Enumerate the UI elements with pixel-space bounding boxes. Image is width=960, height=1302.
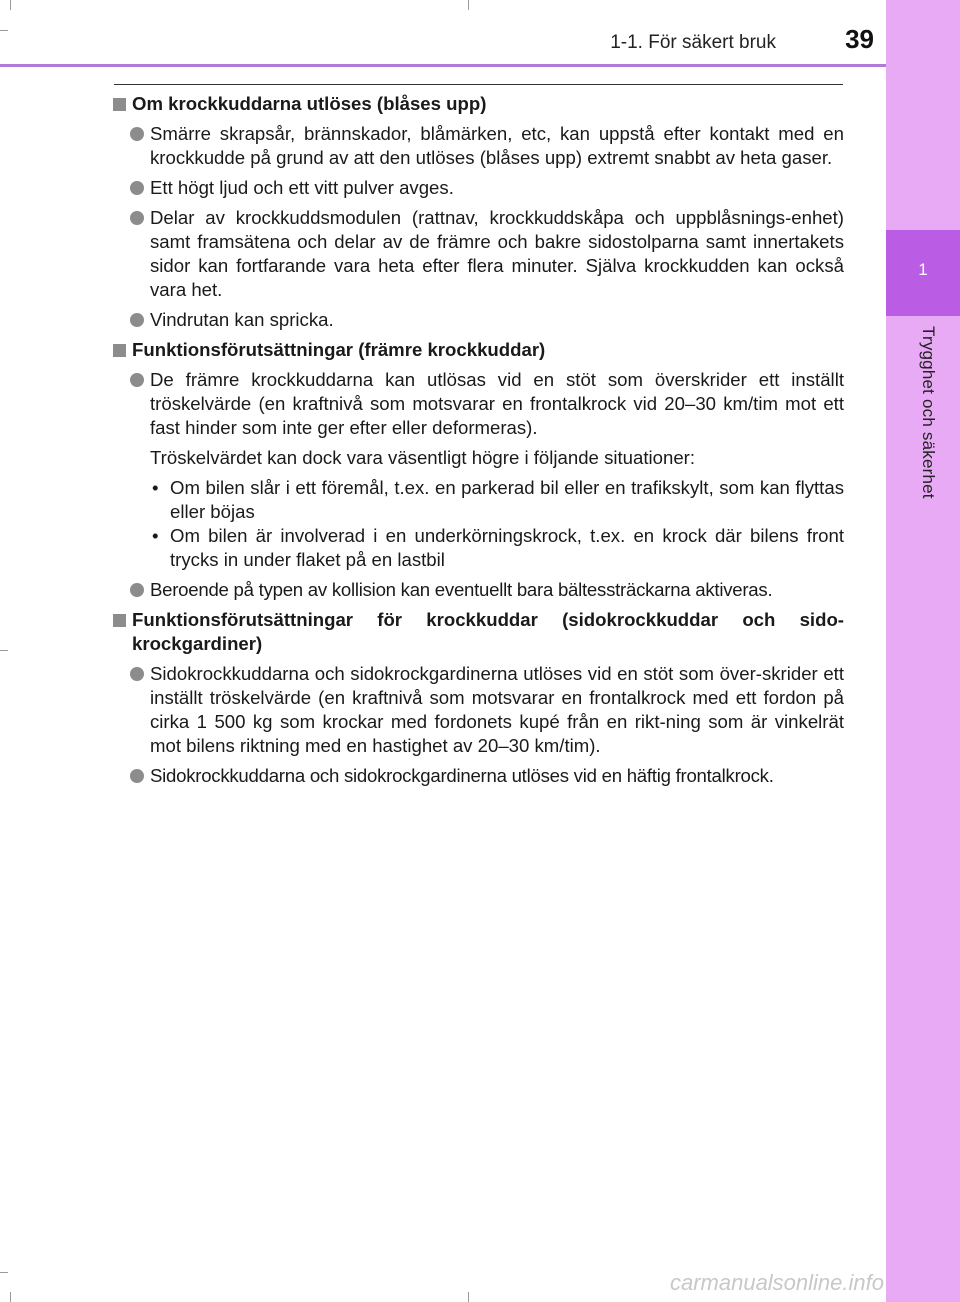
list-item-text: Beroende på typen av kollision kan eventuellt bara bältessträckarna aktiveras. — [150, 579, 773, 600]
list-item-text: Sidokrockkuddarna och sidokrockgardinerna utlöses vid en stöt som över-skrider ett inställt tröskelvärde (en kraftnivå som motsvarar en frontalkrock med ett fordon på cirka 1 500 kg som krockar med fordonets kupé från en rikt-ning som är vinkelrät mot bilens riktning med en hastighet av 20–30 km/tim). — [150, 663, 844, 756]
circle-bullet-icon — [130, 127, 144, 141]
chapter-number: 1 — [918, 260, 928, 279]
list-item — [112, 662, 844, 758]
section-heading-text: Funktionsförutsättningar för krockkuddar (sidokrockkuddar och sido-krockgardiner) — [132, 609, 844, 654]
section-heading — [112, 92, 844, 116]
header-divider — [0, 64, 886, 67]
list-item-text: Ett högt ljud och ett vitt pulver avges. — [150, 177, 454, 198]
sub-list-item — [112, 476, 844, 524]
list-item-text: De främre krockkuddarna kan utlösas vid en stöt som överskrider ett inställt tröskelvärde (en kraftnivå som motsvarar en frontalkrock vid 20–30 km/tim mot ett fast hinder som inte ger efter eller deformeras). — [150, 369, 844, 438]
section-heading — [112, 608, 844, 656]
list-item — [112, 122, 844, 170]
sub-list-item-text: Om bilen slår i ett föremål, t.ex. en parkerad bil eller en trafikskylt, som kan flyttas eller böjas — [170, 477, 844, 522]
circle-bullet-icon — [130, 667, 144, 681]
section-heading-text: Om krockkuddarna utlöses (blåses upp) — [132, 93, 487, 114]
crop-mark — [0, 30, 8, 31]
crop-mark — [10, 0, 11, 10]
circle-bullet-icon — [130, 769, 144, 783]
section-title: 1-1. För säkert bruk — [610, 32, 776, 53]
crop-mark — [468, 1292, 469, 1302]
circle-bullet-icon — [130, 181, 144, 195]
crop-mark — [0, 650, 8, 651]
sub-list-item-text: Om bilen är involverad i en underkörningskrock, t.ex. en krock där bilens front trycks in under flaket på en lastbil — [170, 525, 844, 570]
list-item — [112, 368, 844, 440]
note-paragraph: Tröskelvärdet kan dock vara väsentligt högre i följande situationer: — [150, 447, 696, 468]
circle-bullet-icon — [130, 211, 144, 225]
sub-list-item — [112, 524, 844, 572]
chapter-tab-background — [886, 0, 960, 1302]
list-item — [112, 176, 844, 200]
square-bullet-icon — [113, 98, 126, 111]
crop-mark — [0, 1272, 8, 1273]
dot-marker: • — [152, 477, 159, 498]
circle-bullet-icon — [130, 583, 144, 597]
circle-bullet-icon — [130, 313, 144, 327]
list-item — [112, 764, 844, 788]
page-number: 39 — [845, 24, 874, 54]
content-top-rule — [114, 84, 843, 85]
square-bullet-icon — [113, 344, 126, 357]
watermark: carmanualsonline.info — [669, 1270, 884, 1295]
chapter-title: Trygghet och säkerhet — [919, 326, 938, 499]
crop-mark — [468, 0, 469, 10]
section-heading-text: Funktionsförutsättningar (främre krockkuddar) — [132, 339, 546, 360]
list-item-text: Smärre skrapsår, brännskador, blåmärken, etc, kan uppstå efter kontakt med en krockkudde på grund av att den utlöses (blåses upp) extremt snabbt av heta gaser. — [150, 123, 844, 168]
circle-bullet-icon — [130, 373, 144, 387]
list-item-text: Sidokrockkuddarna och sidokrockgardinerna utlöses vid en häftig frontalkrock. — [150, 765, 774, 786]
dot-marker: • — [152, 525, 159, 546]
page-content — [112, 92, 844, 794]
crop-mark — [10, 1292, 11, 1302]
list-item-text: Vindrutan kan spricka. — [150, 309, 334, 330]
list-item — [112, 308, 844, 332]
list-item — [112, 206, 844, 302]
list-item — [112, 578, 844, 602]
square-bullet-icon — [113, 614, 126, 627]
list-item-text: Delar av krockkuddsmodulen (rattnav, krockkuddskåpa och uppblåsnings-enhet) samt framsätena och delar av de främre och bakre sidostolparna samt innertakets sidor kan fortfarande vara heta efter flera minuter. Själva krockkudden kan också vara het. — [150, 207, 844, 300]
section-heading — [112, 338, 844, 362]
